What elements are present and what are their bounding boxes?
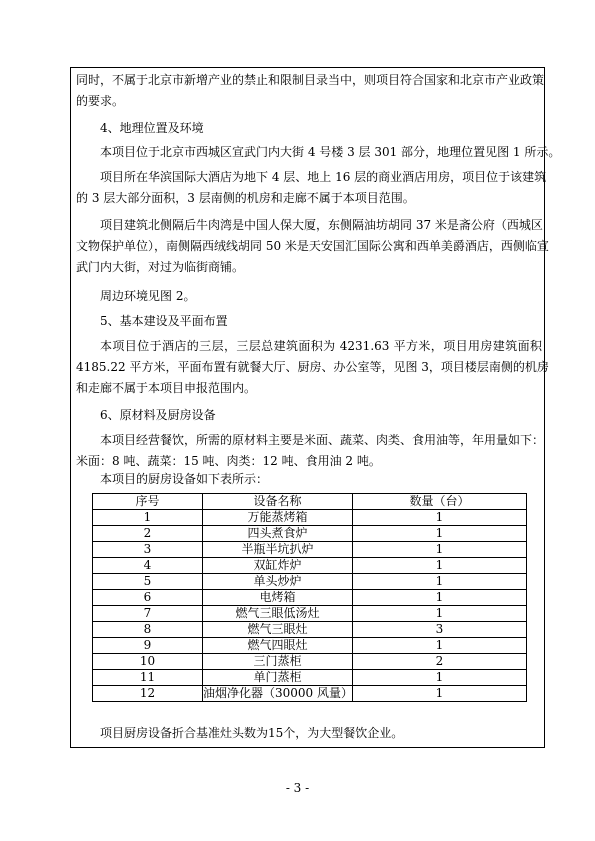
text-line: 本项目位于酒店的三层，三层总建筑面积为 4231.63 平方米，项目用房建筑面积 <box>100 339 542 353</box>
paragraph-layout <box>76 336 549 399</box>
table-row <box>93 542 527 558</box>
text-line: 项目所在华滨国际大酒店为地下 4 层、地上 16 层的商业酒店用房，项目位于该建筑 <box>100 170 547 184</box>
cell-name: 油烟净化器（30000 风量） <box>203 686 353 700</box>
cell-name: 电烤箱 <box>203 590 353 606</box>
text-line: 米面：8 吨、蔬菜：15 吨、肉类：12 吨、食用油 2 吨。 <box>76 454 381 468</box>
table-row <box>93 622 527 638</box>
cell-index: 11 <box>93 670 203 686</box>
table-row <box>93 670 527 686</box>
cell-name: 单门蒸柜 <box>203 670 353 686</box>
paragraph-building <box>76 167 547 209</box>
cell-name: 万能蒸烤箱 <box>203 510 353 526</box>
cell-name: 燃气三眼灶 <box>203 622 353 638</box>
paragraph-equipment-intro <box>100 469 542 490</box>
equipment-table <box>92 493 527 702</box>
table-row <box>93 686 527 702</box>
cell-quantity: 1 <box>353 606 527 622</box>
cell-quantity: 1 <box>353 590 527 606</box>
paragraph-materials <box>76 430 545 472</box>
paragraph-equipment-summary <box>100 723 542 744</box>
column-header-quantity: 数量（台） <box>353 494 527 510</box>
section-heading-materials: 6、原材料及厨房设备 <box>100 408 216 422</box>
cell-name: 燃气三眼低汤灶 <box>203 606 353 622</box>
text-line: 的 3 层大部分面积，3 层南侧的机房和走廊不属于本项目范围。 <box>76 191 415 205</box>
cell-name: 燃气四眼灶 <box>203 638 353 654</box>
text-line: 4185.22 平方米，平面布置有就餐大厅、厨房、办公室等，见图 3，项目楼层南侧的机房 <box>76 360 549 374</box>
cell-quantity: 2 <box>353 654 527 670</box>
cell-index: 7 <box>93 606 203 622</box>
column-header-name: 设备名称 <box>203 494 353 510</box>
cell-name: 四头煮食炉 <box>203 526 353 542</box>
cell-index: 2 <box>93 526 203 542</box>
paragraph-surroundings <box>76 215 549 278</box>
table-row <box>93 606 527 622</box>
table-row <box>93 526 527 542</box>
paragraph-industry-policy <box>76 70 545 112</box>
text-line: 项目建筑北侧隔后牛肉湾是中国人保大厦，东侧隔油坊胡同 37 米是斋公府（西城区 <box>100 218 543 232</box>
text-line: 本项目位于北京市西城区宣武门内大街 4 号楼 3 层 301 部分，地理位置见图 1 所示。 <box>100 145 561 159</box>
cell-index: 9 <box>93 638 203 654</box>
cell-name: 双缸炸炉 <box>203 558 353 574</box>
cell-quantity: 1 <box>353 558 527 574</box>
text-line: 和走廊不属于本项目申报范围内。 <box>76 381 257 395</box>
text-line: 同时，不属于北京市新增产业的禁止和限制目录当中，则项目符合国家和北京市产业政策 <box>76 73 545 87</box>
cell-quantity: 1 <box>353 686 527 702</box>
cell-quantity: 1 <box>353 526 527 542</box>
cell-name: 单头炒炉 <box>203 574 353 590</box>
text-line: 项目厨房设备折合基准灶头数为15个，为大型餐饮企业。 <box>100 726 404 740</box>
text-line: 本项目的厨房设备如下表所示： <box>100 472 269 486</box>
cell-name: 三门蒸柜 <box>203 654 353 670</box>
table-row <box>93 654 527 670</box>
section-heading-location: 4、地理位置及环境 <box>100 121 204 135</box>
cell-quantity: 3 <box>353 622 527 638</box>
column-header-index: 序号 <box>93 494 203 510</box>
paragraph-location <box>100 142 561 163</box>
cell-index: 6 <box>93 590 203 606</box>
cell-index: 8 <box>93 622 203 638</box>
table-header-row <box>93 494 527 510</box>
cell-index: 4 <box>93 558 203 574</box>
paragraph-surroundings-figure <box>100 286 542 307</box>
cell-quantity: 1 <box>353 542 527 558</box>
text-line: 的要求。 <box>76 94 125 108</box>
cell-name: 半瓶半坑扒炉 <box>203 542 353 558</box>
cell-quantity: 1 <box>353 638 527 654</box>
table-row <box>93 574 527 590</box>
section-heading-layout: 5、基本建设及平面布置 <box>100 314 228 328</box>
cell-index: 12 <box>93 686 203 702</box>
table-row <box>93 558 527 574</box>
table-row <box>93 510 527 526</box>
cell-index: 5 <box>93 574 203 590</box>
table-row <box>93 638 527 654</box>
text-line: 文物保护单位），南侧隔西绒线胡同 50 米是天安国汇国际公寓和西单美爵酒店，西侧临宣 <box>76 239 549 253</box>
text-line: 武门内大街，对过为临街商铺。 <box>76 260 245 274</box>
page-number: - 3 - <box>285 781 310 795</box>
cell-quantity: 1 <box>353 510 527 526</box>
cell-index: 1 <box>93 510 203 526</box>
cell-quantity: 1 <box>353 670 527 686</box>
text-line: 本项目经营餐饮，所需的原材料主要是米面、蔬菜、肉类、食用油等，年用量如下： <box>100 433 545 447</box>
cell-index: 10 <box>93 654 203 670</box>
text-line: 周边环境见图 2。 <box>100 289 196 303</box>
cell-quantity: 1 <box>353 574 527 590</box>
cell-index: 3 <box>93 542 203 558</box>
table-row <box>93 590 527 606</box>
